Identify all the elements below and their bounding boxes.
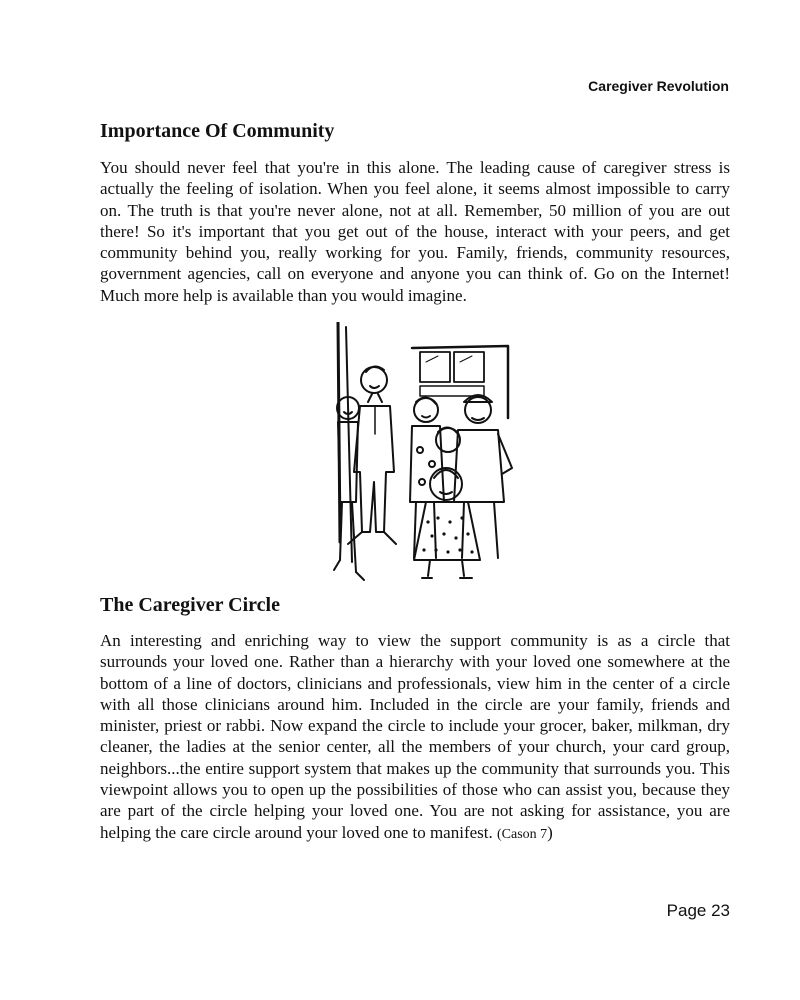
citation-close: ) bbox=[547, 822, 553, 842]
section-paragraph-community: You should never feel that you're in this alone. The leading cause of caregiver stress is actually the feeling of isolation. When you feel alone, it seems almost impossible to carry on. The truth is that you're never alone, not at all. Remember, 50 million of you are out there! So it's important that you get out of the house, interact with your peers, and get community behind you, really working for you. Family, friends, community resources, government agencies, call on everyone and anyone you can think of. Go on the Internet! Much more help is available than you would imagine. bbox=[100, 158, 730, 305]
citation: (Cason 7 bbox=[497, 826, 548, 842]
section-heading-caregiver-circle: The Caregiver Circle bbox=[100, 594, 280, 616]
section-heading-importance-of-community: Importance Of Community bbox=[100, 120, 335, 142]
running-header: Caregiver Revolution bbox=[588, 78, 729, 94]
paragraph-body: An interesting and enriching way to view the support community is as a circle that surrounds your loved one. Rather than a hierarchy with your loved one somewhere at the bottom of a line of doctors, clinicians and professionals, view him in the center of a circle with all those clinicians around him. Included in the circle are your family, friends and minister, priest or rabbi. Now expand the circle to include your grocer, baker, milkman, dry cleaner, the ladies at the senior center, all the members of your church, your card group, neighbors...the entire support system that makes up the community that surrounds you. This viewpoint allows you to open up the possibilities of those who can assist you, because they are part of the circle helping your loved one. You are not asking for assistance, you are helping the care circle around your loved one to manifest. bbox=[100, 631, 730, 842]
page-number: Page 23 bbox=[666, 901, 730, 920]
cartoon-group-of-people-icon bbox=[330, 322, 520, 588]
section-paragraph-caregiver-circle bbox=[100, 630, 730, 845]
